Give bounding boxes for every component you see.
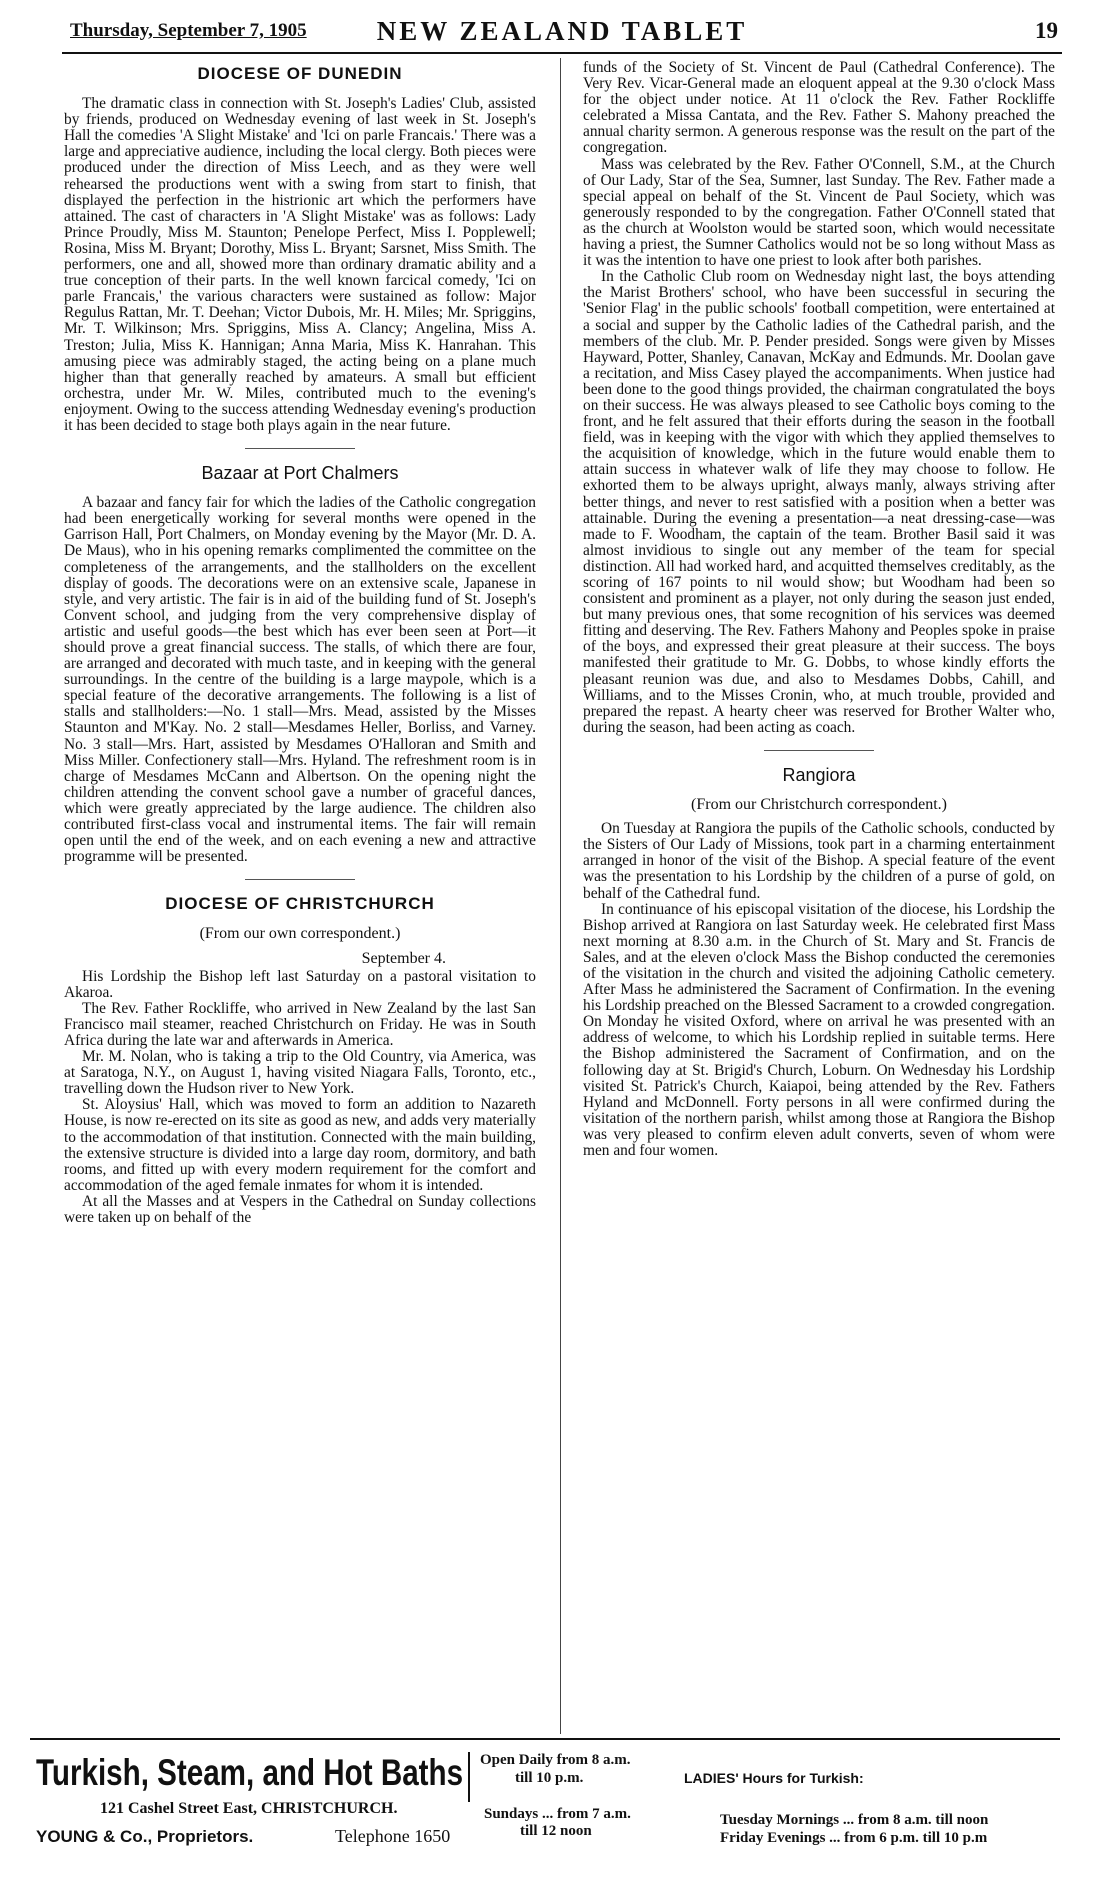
article-paragraph: The Rev. Father Rockliffe, who arrived in New Zealand by the last San Francisco mail steamer, reached Christchurch on Friday. He was in South Africa during the late war and afterwards in America. bbox=[64, 999, 536, 1049]
correspondent-line: (From our own correspondent.) bbox=[199, 925, 401, 943]
article-paragraph: In continuance of his episcopal visitation of the diocese, his Lordship the Bishop arrived at Rangiora on last Saturday week. He celebrated first Mass next morning at 8.30 a.m. in the Church of St. Mary and St. Francis de Sales, and at the eleven o'clock Mass the Bishop conducted the ceremonies of the visitation in the church and visited the adjoining Catholic cemetery. After Mass he administered the Sacrament of Confirmation. In the evening his Lordship preached on the Blessed Sacrament to a crowded congregation. On Monday he visited Oxford, where on arrival he was presented with an address of welcome, to which his Lordship replied in suitable terms. Here the Bishop administered the Sacrament of Confirmation, and on the following day at St. Brigid's Church, Loburn. On Wednesday his Lordship visited St. Patrick's Church, Kaiapoi, being attended by the Rev. Fathers Hyland and McDonnell. Forty persons in all were confirmed during the visitation of the northern parish, whilst among those at Rangiora the Bishop was very pleased to confirm eleven adult converts, seven of whom were men and four women. bbox=[583, 900, 1055, 1159]
newspaper-title: NEW ZEALAND TABLET bbox=[376, 16, 748, 46]
left-column bbox=[64, 60, 536, 1730]
ad-telephone: Telephone 1650 bbox=[335, 1826, 451, 1846]
ad-tuesday-hours: Tuesday Mornings ... from 8 a.m. till noon bbox=[720, 1812, 989, 1828]
ad-friday-hours: Friday Evenings ... from 6 p.m. till 10 p.m bbox=[720, 1830, 988, 1846]
section-rule bbox=[245, 448, 355, 449]
ad-proprietors: YOUNG & Co., Proprietors. bbox=[36, 1827, 254, 1846]
masthead bbox=[62, 14, 1062, 54]
section-rule bbox=[245, 879, 355, 880]
section-heading-christchurch: DIOCESE OF CHRISTCHURCH bbox=[165, 894, 435, 914]
column-divider bbox=[560, 58, 561, 1734]
article-paragraph: On Tuesday at Rangiora the pupils of the Catholic schools, conducted by the Sisters of Our Lady of Missions, took part in a charming entertainment arranged in honor of the visit of the Bishop. A special feature of the event was the presentation to his Lordship by the children of a purse of gold, on behalf of the Cathedral fund. bbox=[583, 820, 1055, 902]
article-paragraph: A bazaar and fancy fair for which the ladies of the Catholic congregation had been energetically working for several months were opened in the Garrison Hall, Port Chalmers, on Monday evening by the Mayor (Mr. D. A. De Maus), who in his opening remarks complimented the committee on the completeness of the arrangements, and the stallholders on the excellent display of goods. The decorations were on an extensive scale, Japanese in style, and very artistic. The fair is in aid of the building fund of St. Joseph's Convent school, and judging from the very comprehensive display of artistic and useful goods—the best which has ever been seen at Port—it should prove a great financial success. The stalls, of which there are four, are arranged and decorated with much taste, and in keeping with the general surroundings. In the centre of the building is a large maypole, which is a special feature of the decorative arrangements. The following is a list of stalls and stallholders:—No. 1 stall—Mrs. Mead, assisted by the Misses Staunton and M'Kay. No. 2 stall—Mesdames Heller, Borliss, and Varney. No. 3 stall—Mrs. Hart, assisted by Mesdames O'Halloran and Smith and Miss Miller. Confectionery stall—Mrs. Hyland. The refreshment room is in charge of Mesdames McCann and Albertson. On the opening night the children attending the convent school gave a number of graceful dances, which were greatly appreciated by the large audience. The children also contributed first-class vocal and instrumental items. The fair will remain open until the end of the week, and on each evening a new and attractive programme will be presented. bbox=[64, 494, 536, 866]
article-paragraph: At all the Masses and at Vespers in the Cathedral on Sunday collections were taken up on behalf of the bbox=[64, 1192, 536, 1226]
article-paragraph: St. Aloysius' Hall, which was moved to form an addition to Nazareth House, is now re-erected on its site as good as new, and adds very materially to the accommodation of that institution. Connected with the main building, the extensive structure is divided into a large day room, dormitory, and bath rooms, and fitted up with every modern requirement for the comfort and accommodation of the aged female inmates for whom it is intended. bbox=[64, 1096, 536, 1194]
section-heading-bazaar: Bazaar at Port Chalmers bbox=[201, 463, 399, 484]
article-paragraph: funds of the Society of St. Vincent de Paul (Cathedral Conference). The Very Rev. Vicar-General made an eloquent appeal at the 9.30 o'clock Mass for the object under notice. At 11 o'clock the Rev. Father Rockliffe celebrated a Missa Cantata, and the Rev. Father S. Mahony preached the annual charity sermon. A generous response was the result on the part of the congregation. bbox=[583, 60, 1055, 157]
right-column bbox=[583, 60, 1055, 1730]
article-paragraph: Mass was celebrated by the Rev. Father O'Connell, S.M., at the Church of Our Lady, Star of the Sea, Sumner, last Sunday. The Rev. Father made a special appeal on behalf of the St. Vincent de Paul Society, which was generously responded to by the congregation. Father O'Connell stated that as the church at Woolston would be started soon, which would necessitate having a priest, the Sumner Catholics would not be so long without Mass as it was the intention to have one priest to look after both parishes. bbox=[583, 155, 1055, 270]
advertisement-rule bbox=[30, 1738, 1060, 1740]
page-number: 19 bbox=[1035, 18, 1058, 43]
ad-business-name: Turkish, Steam, and Hot Baths bbox=[36, 1752, 464, 1793]
issue-date: Thursday, September 7, 1905 bbox=[70, 20, 307, 41]
article-paragraph: His Lordship the Bishop left last Saturday on a pastoral visitation to Akaroa. bbox=[64, 967, 536, 1001]
correspondent-line: (From our Christchurch correspondent.) bbox=[691, 796, 947, 814]
ad-address: 121 Cashel Street East, CHRISTCHURCH. bbox=[100, 1800, 398, 1817]
dateline: September 4. bbox=[361, 949, 446, 967]
article-paragraph: Mr. M. Nolan, who is taking a trip to the Old Country, via America, was at Saratoga, N.Y., on August 1, having visited Niagara Falls, Toronto, etc., travelling down the Hudson river to New York. bbox=[64, 1048, 536, 1098]
ad-ladies-heading: LADIES' Hours for Turkish: bbox=[684, 1770, 864, 1786]
brace-icon bbox=[468, 1752, 472, 1802]
ad-sunday-hours-end: till 12 noon bbox=[520, 1823, 592, 1839]
ad-open-hours: Open Daily from 8 a.m. bbox=[480, 1752, 631, 1768]
section-heading-rangiora: Rangiora bbox=[782, 764, 856, 785]
ad-open-hours-end: till 10 p.m. bbox=[515, 1770, 584, 1786]
section-heading-dunedin: DIOCESE OF DUNEDIN bbox=[197, 64, 403, 83]
section-rule bbox=[764, 750, 874, 751]
article-paragraph: In the Catholic Club room on Wednesday night last, the boys attending the Marist Brothers' school, who have been successful in securing the 'Senior Flag' in the public schools' football competition, were entertained at a social and supper by the Catholic ladies of the Cathedral parish, and the members of the club. Mr. P. Pender presided. Songs were given by Misses Hayward, Potter, Shanley, Canavan, McKay and Edmunds. Mr. Doolan gave a recitation, and Miss Casey played the accompaniments. When justice had been done to the good things provided, the chairman congratulated the boys on their success. He was always pleased to see Catholic boys coming to the front, and he felt assured that their efforts during the season in the football field, was in keeping with the vigor with which they applied themselves to the acquisition of knowledge, which in the future would enable them to attain success in whatever walk of life they may choose to follow. He exhorted them to be always upright, always manly, always striving after better things, and never to rest satisfied with a position when a better was attainable. During the evening a presentation—a neat dressing-case—was made to F. Woodham, the captain of the team. Brother Basil said it was almost invidious to single out any member of the team for special distinction. All had worked hard, and acquitted themselves creditably, as the scoring of 167 points to nil would show; but Woodham had been so consistent and prominent as a player, not only during the season just ended, but many previous ones, that some recognition of his services was deemed fitting and deserving. The Rev. Fathers Mahony and Peoples spoke in praise of the boys, and expressed their great pleasure at their success. The boys manifested their gratitude to Mr. G. Dobbs, to whose kindly efforts the pleasant reunion was due, and also to Mesdames Dobbs, Cahill, and Williams, and to the Misses Cronin, who, at much trouble, provided and prepared the repast. A hearty cheer was reserved for Brother Walter who, during the season, had been acting as coach. bbox=[583, 268, 1055, 736]
ad-sunday-hours: Sundays ... from 7 a.m. bbox=[484, 1806, 631, 1822]
article-paragraph: The dramatic class in connection with St. Joseph's Ladies' Club, assisted by friends, produced on Wednesday evening of last week in St. Joseph's Hall the comedies 'A Slight Mistake' and 'Ici on parle Francais.' There was a large and appreciative audience, including the local clergy. Both pieces were produced under the direction of Miss Leech, and as they were well rehearsed the productions went with a swing from start to finish, that displayed the perfection in the histrionic art which the performers have attained. The cast of characters in 'A Slight Mistake' was as follows: Lady Prince Proudly, Miss M. Staunton; Penelope Perfect, Miss I. Popplewell; Rosina, Miss M. Bryant; Dorothy, Miss L. Bryant; Sarsnet, Miss Smith. The performers, one and all, showed more than ordinary dramatic ability and a true conception of their parts. In the well known farcical comedy, 'Ici on parle Francais,' the various characters were sustained as follow: Major Regulus Rattan, Mr. T. Deehan; Victor Dubois, Mr. H. Miles; Mr. Spriggins, Mr. T. Wilkinson; Mrs. Spriggins, Miss A. Clancy; Angelina, Miss A. Treston; Julia, Miss K. Hannigan; Anna Maria, Miss K. Hanrahan. This amusing piece was admirably staged, the acting being on a plane much higher than that generally reached by amateurs. A small but efficient orchestra, under Mr. W. Miles, contributed much to the evening's enjoyment. Owing to the success attending Wednesday evening's production it has been decided to stage both plays again in the near future. bbox=[64, 95, 536, 434]
